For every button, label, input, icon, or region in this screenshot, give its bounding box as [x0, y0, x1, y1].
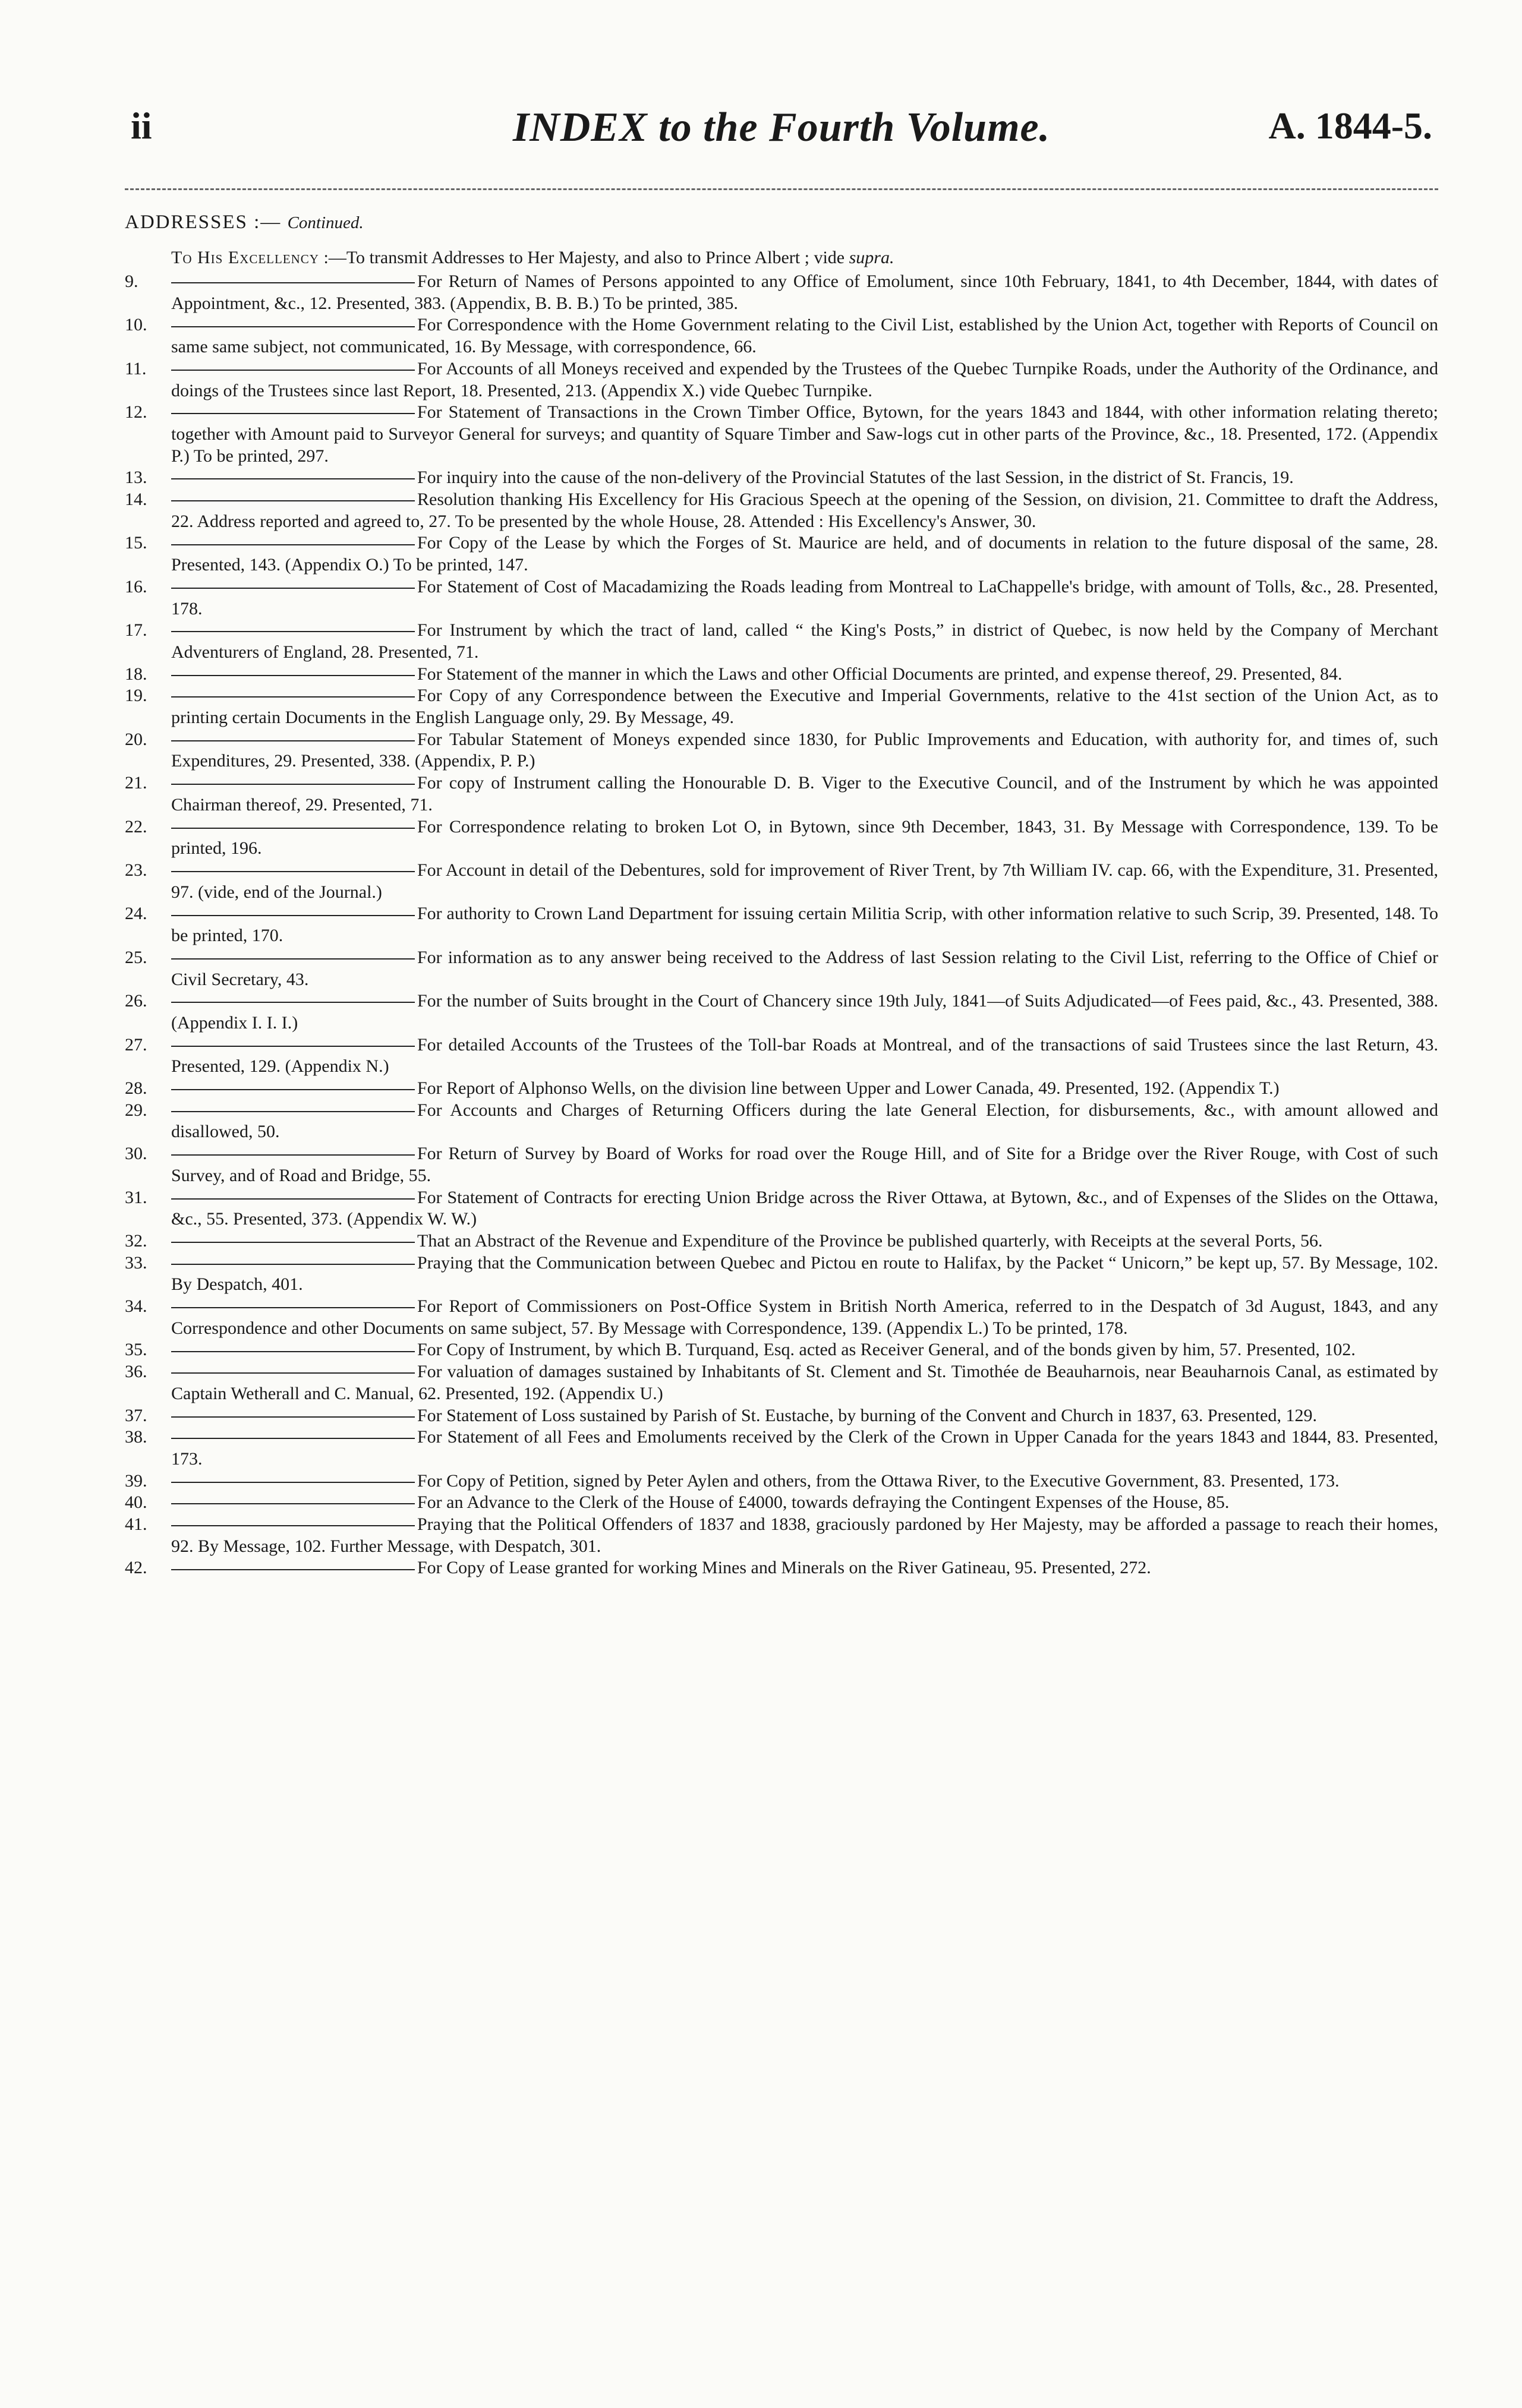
entry-body: [171, 1557, 1438, 1579]
ditto-dash: [171, 1046, 415, 1047]
entry-body: [171, 685, 1438, 728]
entry-text: For Accounts and Charges of Returning Officers during the late General Election, for disbursements, &c., with amount allowed and disallowed, 50.: [171, 1100, 1438, 1142]
entry-number: 18.: [125, 664, 147, 684]
list-item: [125, 1492, 1438, 1514]
entry-text: For Copy of Petition, signed by Peter Aylen and others, from the Ottawa River, to the Executive Government, 83. Presented, 173.: [417, 1470, 1340, 1491]
ditto-dash: [171, 958, 415, 960]
entry-number: 21.: [125, 773, 147, 793]
entry-number: 17.: [125, 620, 147, 640]
ditto-dash: [171, 631, 415, 632]
entry-text: Praying that the Political Offenders of 1837 and 1838, graciously pardoned by Her Majesty, may be afforded a passage to reach their homes, 92. By Message, 102. Further Message, with Despatch, 301.: [171, 1514, 1438, 1556]
ditto-dash: [171, 282, 415, 283]
entry-number: 32.: [125, 1230, 147, 1251]
entry-body: [171, 1078, 1438, 1100]
list-item: [125, 467, 1438, 489]
ditto-dash: [171, 326, 415, 327]
entry-body: [171, 1427, 1438, 1470]
entry-body: [171, 1361, 1438, 1405]
ditto-dash: [171, 828, 415, 829]
entry-text: For Report of Alphonso Wells, on the division line between Upper and Lower Canada, 49. Presented, 192. (Appendix T.): [417, 1078, 1280, 1099]
entry-text: For Statement of all Fees and Emoluments received by the Clerk of the Crown in Upper Canada for the years 1843 and 1844, 83. Presented, 173.: [171, 1427, 1438, 1469]
list-item: [125, 1100, 1438, 1143]
ditto-dash: [171, 1264, 415, 1265]
entry-text: For information as to any answer being received to the Address of last Session relating to the Civil List, referring to the Office of Chief or Civil Secretary, 43.: [171, 947, 1438, 989]
list-item: [125, 664, 1438, 686]
entry-text: For Copy of the Lease by which the Forges of St. Maurice are held, and of documents in relation to the future disposal of the same, 28. Presented, 143. (Appendix O.) To be printed, 147.: [171, 533, 1438, 575]
ditto-dash: [171, 1002, 415, 1003]
entry-number: 40.: [125, 1492, 147, 1513]
entry-text: For Report of Commissioners on Post-Office System in British North America, referred to in the Despatch of 3d August, 1843, and any Correspondence and other Documents on same subject, 57. By Message with Correspondence, 139. (Appendix L.) To be printed, 178.: [171, 1296, 1438, 1338]
intro-line: [171, 247, 1438, 269]
section-continued: Continued.: [287, 213, 364, 232]
list-item: [125, 1361, 1438, 1405]
section-heading: [125, 212, 1438, 233]
entry-text: For Statement of Loss sustained by Parish of St. Eustache, by burning of the Convent and Church in 1837, 63. Presented, 129.: [417, 1405, 1317, 1425]
entry-text: For Return of Survey by Board of Works for road over the Rouge Hill, and of Site for a Bridge over the River Rouge, with Cost of such Survey, and of Road and Bridge, 55.: [171, 1144, 1438, 1185]
entry-text: For Statement of Cost of Macadamizing the Roads leading from Montreal to LaChappelle's bridge, with amount of Tolls, &c., 28. Presented, 178.: [171, 576, 1438, 618]
ditto-dash: [171, 1307, 415, 1308]
list-item: [125, 990, 1438, 1034]
list-item: [125, 860, 1438, 903]
list-item: [125, 576, 1438, 620]
entry-number: 36.: [125, 1362, 147, 1382]
entry-text: For Tabular Statement of Moneys expended since 1830, for Public Improvements and Education, with authority for, and times of, such Expenditures, 29. Presented, 338. (Appendix, P. P.): [171, 729, 1438, 771]
ditto-dash: [171, 1503, 415, 1504]
list-item: [125, 271, 1438, 314]
entry-number: 26.: [125, 991, 147, 1011]
section-title: ADDRESSES :—: [125, 212, 282, 233]
entry-number: 31.: [125, 1187, 147, 1207]
entry-number: 25.: [125, 947, 147, 967]
entry-number: 22.: [125, 816, 147, 837]
list-item: [125, 1405, 1438, 1427]
intro-ref: supra.: [849, 248, 894, 267]
ditto-dash: [171, 413, 415, 414]
list-item: [125, 1470, 1438, 1492]
ditto-dash: [171, 1089, 415, 1090]
list-item: [125, 1034, 1438, 1078]
list-item: [125, 314, 1438, 358]
ditto-dash: [171, 544, 415, 545]
entry-text: For Correspondence with the Home Government relating to the Civil List, established by the Union Act, together with Reports of Council on same same subject, not communicated, 16. By Message, with correspondence, 66.: [171, 315, 1438, 357]
entry-text: For Copy of Instrument, by which B. Turquand, Esq. acted as Receiver General, and of the bonds given by him, 57. Presented, 102.: [417, 1340, 1356, 1360]
list-item: [125, 772, 1438, 816]
list-item: [125, 1230, 1438, 1252]
entry-number: 15.: [125, 533, 147, 553]
entry-number: 34.: [125, 1296, 147, 1317]
list-item: [125, 1187, 1438, 1230]
list-item: [125, 1339, 1438, 1361]
page-header: [125, 104, 1438, 169]
entry-body: [171, 532, 1438, 576]
entry-body: [171, 1470, 1438, 1492]
ditto-dash: [171, 915, 415, 916]
entry-number: 11.: [125, 358, 147, 378]
ditto-dash: [171, 1569, 415, 1570]
entry-text: For Accounts of all Moneys received and expended by the Trustees of the Quebec Turnpike Roads, under the Authority of the Ordinance, and doings of the Trustees since last Report, 18. Presented, 213. (Appendix X.) vide Quebec Turnpike.: [171, 358, 1438, 400]
entry-number: 23.: [125, 860, 147, 880]
entry-body: [171, 402, 1438, 467]
entry-body: [171, 947, 1438, 990]
entry-text: For Instrument by which the tract of land, called “ the King's Posts,” in district of Quebec, is now held by the Company of Merchant Adventurers of England, 28. Presented, 71.: [171, 620, 1438, 662]
entry-body: [171, 1230, 1438, 1252]
list-item: [125, 402, 1438, 467]
entry-number: 10.: [125, 315, 147, 335]
entry-number: 30.: [125, 1144, 147, 1164]
entry-number: 42.: [125, 1558, 147, 1578]
entry-number: 37.: [125, 1405, 147, 1425]
entry-number: 20.: [125, 729, 147, 749]
entry-text: For Statement of the manner in which the Laws and other Official Documents are printed, and expense thereof, 29. Presented, 84.: [417, 664, 1343, 684]
entry-text: That an Abstract of the Revenue and Expenditure of the Province be published quarterly, with Receipts at the several Ports, 56.: [417, 1230, 1323, 1251]
entry-body: [171, 990, 1438, 1034]
entry-body: [171, 1252, 1438, 1296]
list-item: [125, 620, 1438, 663]
entry-text: For Copy of any Correspondence between the Executive and Imperial Governments, relative to the 41st section of the Union Act, as to printing certain Documents in the English Language only, 29. By Message, 49.: [171, 686, 1438, 728]
entry-body: [171, 1187, 1438, 1230]
ditto-dash: [171, 1242, 415, 1243]
entry-body: [171, 1405, 1438, 1427]
entry-number: 29.: [125, 1100, 147, 1120]
list-item: [125, 358, 1438, 402]
entry-number: 41.: [125, 1514, 147, 1535]
list-item: [125, 903, 1438, 946]
entry-number: 16.: [125, 576, 147, 597]
entry-body: [171, 314, 1438, 358]
entry-text: For an Advance to the Clerk of the House of £4000, towards defraying the Contingent Expenses of the House, 85.: [417, 1492, 1230, 1513]
entry-body: [171, 1100, 1438, 1143]
entry-text: For valuation of damages sustained by Inhabitants of St. Clement and St. Timothée de Beauharnois, near Beauharnois Canal, as estimated by Captain Wetherall and C. Manual, 62. Presented, 192. (Appendix U.): [171, 1362, 1438, 1403]
entry-body: [171, 489, 1438, 532]
document-page: [125, 104, 1438, 1579]
ditto-dash: [171, 675, 415, 676]
entry-number: 33.: [125, 1252, 147, 1273]
list-item: [125, 729, 1438, 772]
entry-body: [171, 271, 1438, 314]
entry-text: For copy of Instrument calling the Honourable D. B. Viger to the Executive Council, and of the Instrument by which he was appointed Chairman thereof, 29. Presented, 71.: [171, 773, 1438, 815]
entry-body: [171, 772, 1438, 816]
entry-number: 12.: [125, 402, 147, 422]
entry-body: [171, 1143, 1438, 1186]
entry-text: For authority to Crown Land Department for issuing certain Militia Scrip, with other information relative to such Scrip, 39. Presented, 148. To be printed, 170.: [171, 904, 1438, 946]
ditto-dash: [171, 478, 415, 479]
list-item: [125, 816, 1438, 860]
entry-number: 28.: [125, 1078, 147, 1099]
entry-list: [125, 271, 1438, 1579]
ditto-dash: [171, 784, 415, 785]
entry-body: [171, 664, 1438, 686]
ditto-dash: [171, 1525, 415, 1526]
entry-body: [171, 860, 1438, 903]
entry-text: For Copy of Lease granted for working Mines and Minerals on the River Gatineau, 95. Presented, 272.: [417, 1558, 1151, 1578]
entry-body: [171, 1339, 1438, 1361]
list-item: [125, 1514, 1438, 1557]
intro-lead: To His Excellency: [171, 248, 319, 267]
entry-number: 39.: [125, 1470, 147, 1491]
list-item: [125, 947, 1438, 990]
entry-number: 9.: [125, 272, 138, 291]
entry-number: 14.: [125, 490, 147, 510]
ditto-dash: [171, 1154, 415, 1156]
entry-body: [171, 1514, 1438, 1557]
entry-number: 38.: [125, 1427, 147, 1447]
entry-number: 24.: [125, 904, 147, 924]
ditto-dash: [171, 1482, 415, 1483]
ditto-dash: [171, 1198, 415, 1200]
list-item: [125, 1427, 1438, 1470]
entry-body: [171, 729, 1438, 772]
entry-body: [171, 358, 1438, 402]
page-number: ii: [131, 105, 152, 147]
volume-label: A. 1844-5.: [1268, 105, 1432, 147]
entry-number: 19.: [125, 686, 147, 706]
entry-number: 13.: [125, 468, 147, 488]
ditto-dash: [171, 1438, 415, 1439]
entry-text: For Return of Names of Persons appointed to any Office of Emolument, since 10th February, 1841, to 4th December, 1844, with dates of Appointment, &c., 12. Presented, 383. (Appendix, B. B. B.) To be printed, 385.: [171, 272, 1438, 313]
list-item: [125, 1296, 1438, 1339]
list-item: [125, 532, 1438, 576]
entry-text: For Statement of Contracts for erecting Union Bridge across the River Ottawa, at Bytown, &c., and of Expenses of the Slides on the Ottawa, &c., 55. Presented, 373. (Appendix W. W.): [171, 1187, 1438, 1229]
list-item: [125, 685, 1438, 728]
entry-body: [171, 1034, 1438, 1078]
ditto-dash: [171, 696, 415, 698]
ditto-dash: [171, 500, 415, 501]
entry-text: For Account in detail of the Debentures, sold for improvement of River Trent, by 7th William IV. cap. 66, with the Expenditure, 31. Presented, 97. (vide, end of the Journal.): [171, 860, 1438, 902]
entry-text: For the number of Suits brought in the Court of Chancery since 19th July, 1841—of Suits Adjudicated—of Fees paid, &c., 43. Presented, 388. (Appendix I. I. I.): [171, 991, 1438, 1033]
ditto-dash: [171, 1416, 415, 1418]
entry-text: For Correspondence relating to broken Lot O, in Bytown, since 9th December, 1843, 31. By Message with Correspondence, 139. To be printed, 196.: [171, 816, 1438, 859]
ditto-dash: [171, 588, 415, 589]
entry-text: Praying that the Communication between Quebec and Pictou en route to Halifax, by the Packet “ Unicorn,” be kept up, 57. By Message, 102. By Despatch, 401.: [171, 1252, 1438, 1295]
entry-text: For detailed Accounts of the Trustees of the Toll-bar Roads at Montreal, and of the transactions of said Trustees since the last Return, 43. Presented, 129. (Appendix N.): [171, 1034, 1438, 1077]
entry-text: Resolution thanking His Excellency for His Gracious Speech at the opening of the Session, on division, 21. Committee to draft the Address, 22. Address reported and agreed to, 27. To be presented by the whole House, 28. Attended : His Excellency's Answer, 30.: [171, 490, 1438, 531]
entry-body: [171, 620, 1438, 663]
list-item: [125, 1557, 1438, 1579]
entry-body: [171, 576, 1438, 620]
entry-text: For Statement of Transactions in the Crown Timber Office, Bytown, for the years 1843 and 1844, with other information relating thereto; together with Amount paid to Surveyor General for surveys; and quantity of Square Timber and Saw-logs cut in other parts of the Province, &c., 18. Presented, 172. (Appendix P.) To be printed, 297.: [171, 402, 1438, 466]
page-title: INDEX to the Fourth Volume.: [512, 105, 1051, 150]
ditto-dash: [171, 1351, 415, 1352]
ditto-dash: [171, 370, 415, 371]
ditto-dash: [171, 1111, 415, 1112]
list-item: [125, 1143, 1438, 1186]
entry-number: 35.: [125, 1340, 147, 1360]
ditto-dash: [171, 1372, 415, 1374]
ditto-dash: [171, 740, 415, 741]
entry-body: [171, 467, 1438, 489]
intro-text: :—To transmit Addresses to Her Majesty, and also to Prince Albert ; vide: [323, 248, 845, 267]
list-item: [125, 489, 1438, 532]
header-divider: [125, 188, 1438, 190]
entry-body: [171, 903, 1438, 946]
entry-body: [171, 1492, 1438, 1514]
entry-text: For inquiry into the cause of the non-delivery of the Provincial Statutes of the last Session, in the district of St. Francis, 19.: [417, 468, 1294, 488]
entry-body: [171, 1296, 1438, 1339]
list-item: [125, 1078, 1438, 1100]
list-item: [125, 1252, 1438, 1296]
entry-body: [171, 816, 1438, 860]
ditto-dash: [171, 871, 415, 872]
entry-number: 27.: [125, 1034, 147, 1055]
